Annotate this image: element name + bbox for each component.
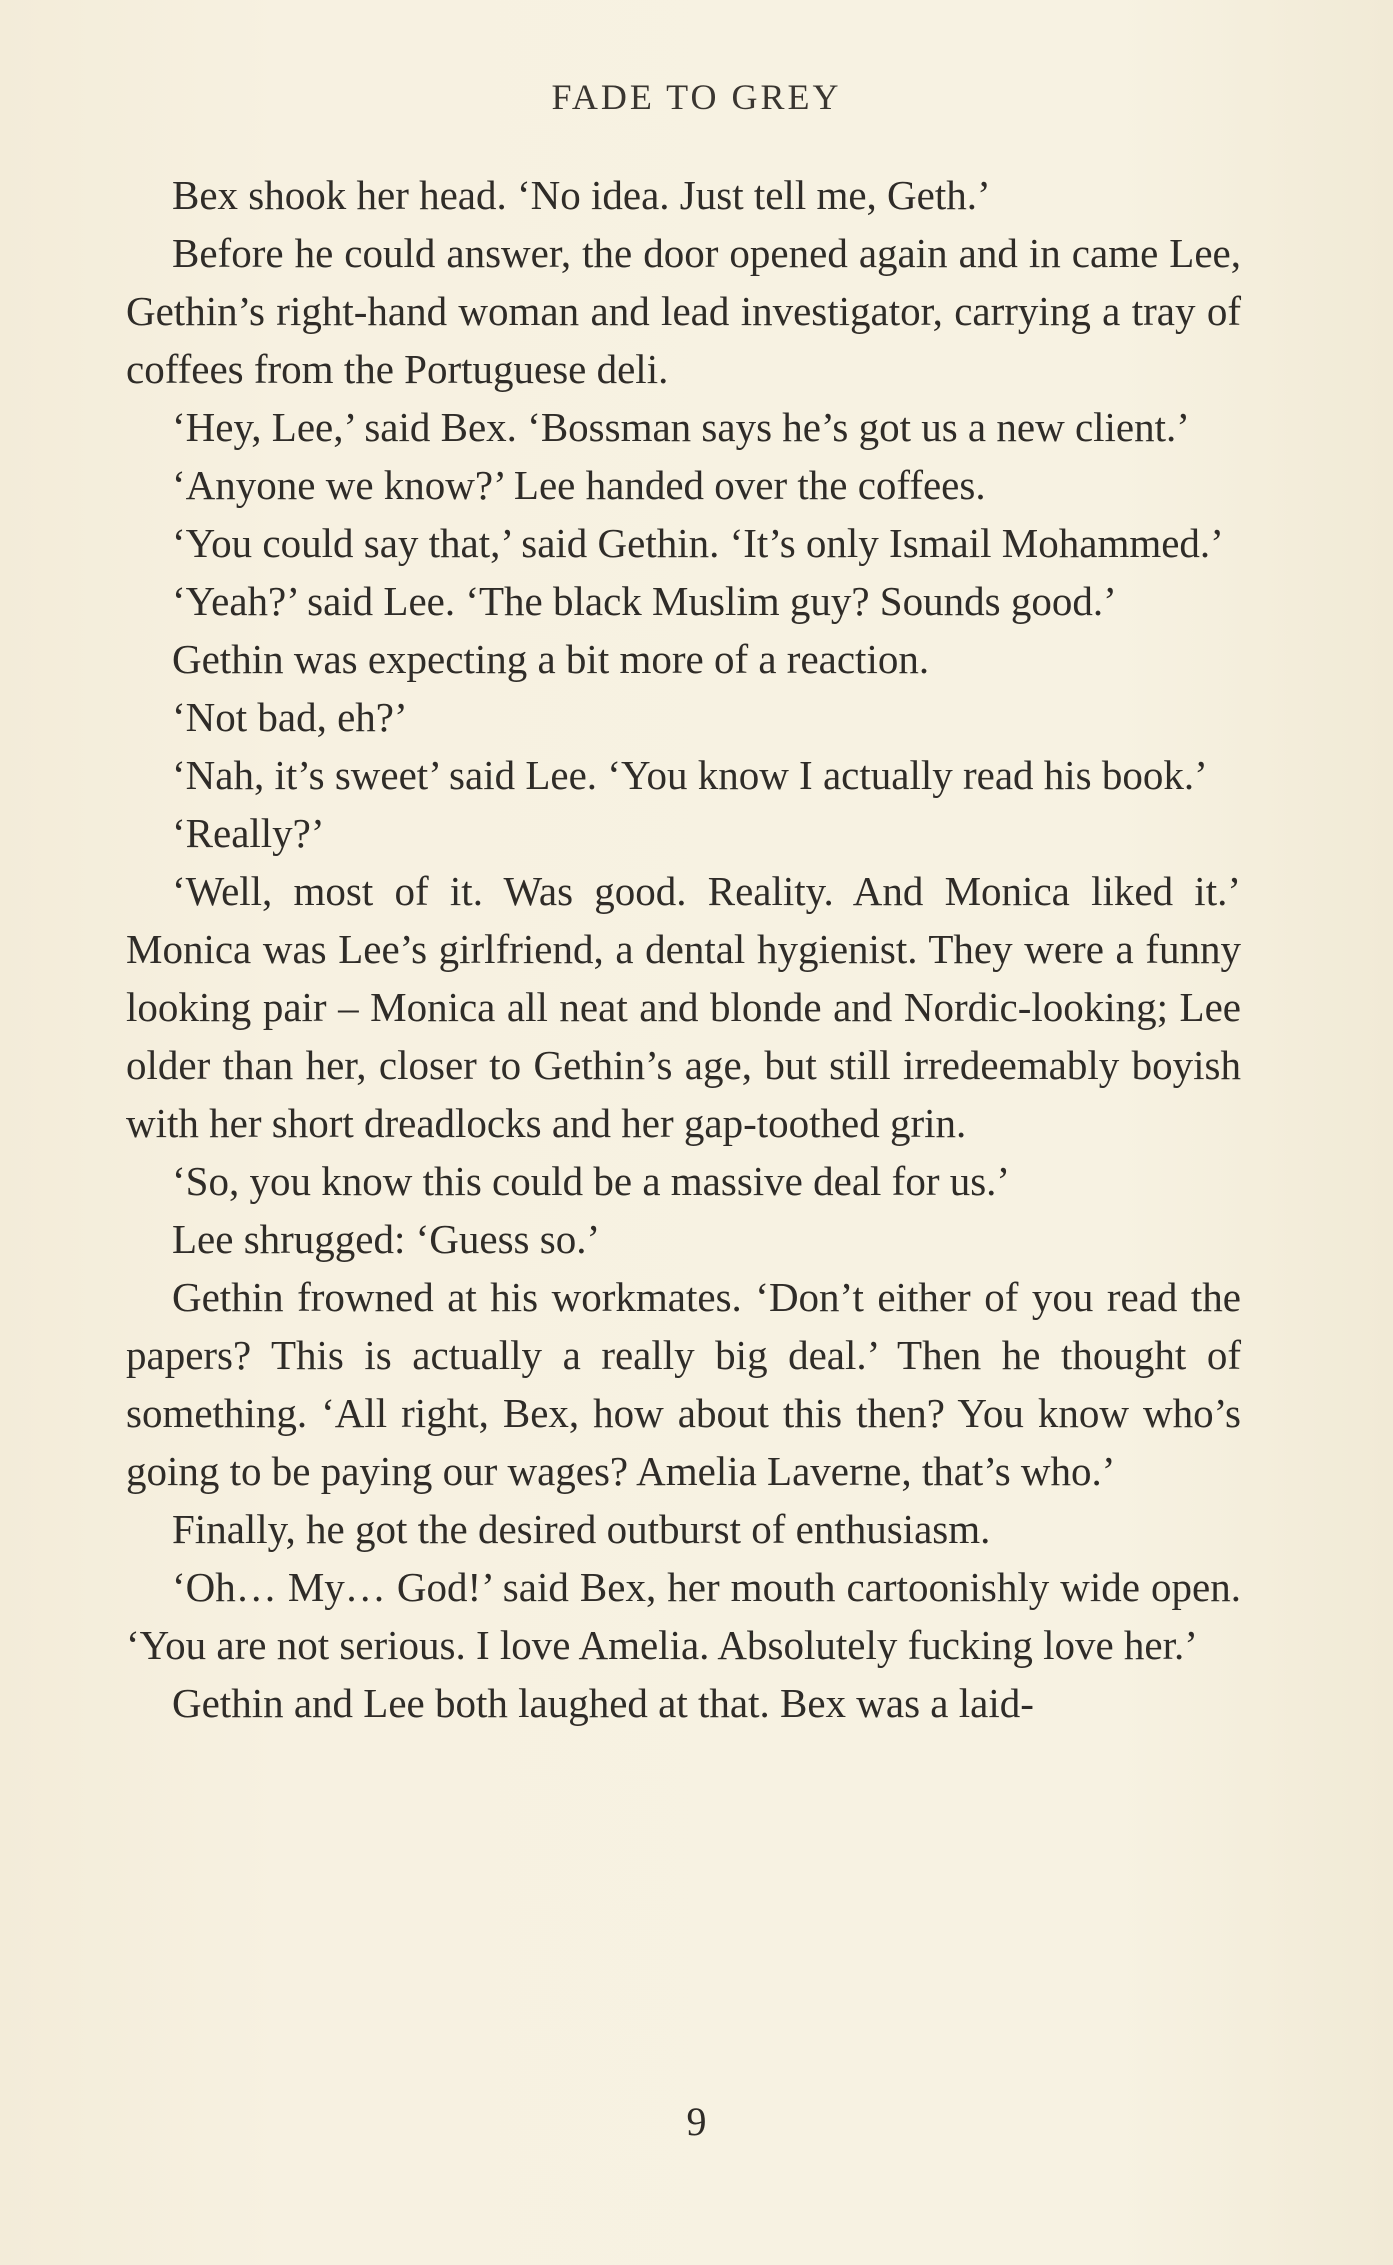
paragraph: Bex shook her head. ‘No idea. Just tell me, Geth.’ — [172, 172, 991, 218]
paragraph: ‘Nah, it’s sweet’ said Lee. ‘You know I actually read his book.’ — [172, 752, 1208, 798]
paragraph: ‘Not bad, eh?’ — [172, 694, 408, 740]
paragraph: ‘Really?’ — [172, 810, 325, 856]
paragraph: ‘Hey, Lee,’ said Bex. ‘Bossman says he’s got us a new client.’ — [172, 404, 1190, 450]
page-number: 9 — [686, 2099, 707, 2144]
paragraph: ‘Oh… My… God!’ said Bex, her mouth cartoonishly wide open. ‘You are not serious. I love Amelia. Absolutely fucking love her.’ — [126, 1564, 1241, 1668]
paragraph: ‘Anyone we know?’ Lee handed over the coffees. — [172, 462, 986, 508]
paragraph: Before he could answer, the door opened again and in came Lee, Gethin’s right-hand woman and lead investigator, carrying a tray of coffees from the Portuguese deli. — [126, 230, 1241, 392]
body-text — [126, 166, 1241, 1732]
paragraph: ‘Yeah?’ said Lee. ‘The black Muslim guy? Sounds good.’ — [172, 578, 1117, 624]
paragraph: Gethin was expecting a bit more of a reaction. — [172, 636, 930, 682]
running-head: FADE TO GREY — [551, 77, 842, 117]
paragraph: Gethin and Lee both laughed at that. Bex was a laid- — [172, 1680, 1034, 1726]
paragraph: ‘So, you know this could be a massive deal for us.’ — [172, 1158, 1011, 1204]
paragraph: Gethin frowned at his workmates. ‘Don’t either of you read the papers? This is actually a really big deal.’ Then he thought of something. ‘All right, Bex, how about this then? You know who’s going to be paying our wages? Amelia Laverne, that’s who.’ — [126, 1274, 1241, 1494]
paragraph: Finally, he got the desired outburst of enthusiasm. — [172, 1506, 991, 1552]
paragraph: Lee shrugged: ‘Guess so.’ — [172, 1216, 601, 1262]
paragraph: ‘Well, most of it. Was good. Reality. And Monica liked it.’ Monica was Lee’s girlfriend, a dental hygienist. They were a funny looking pair – Monica all neat and blonde and Nordic-looking; Lee older than her, closer to Gethin’s age, but still irredeemably boyish with her short dreadlocks and her gap-toothed grin. — [126, 868, 1241, 1146]
paragraph: ‘You could say that,’ said Gethin. ‘It’s only Ismail Mohammed.’ — [172, 520, 1224, 566]
